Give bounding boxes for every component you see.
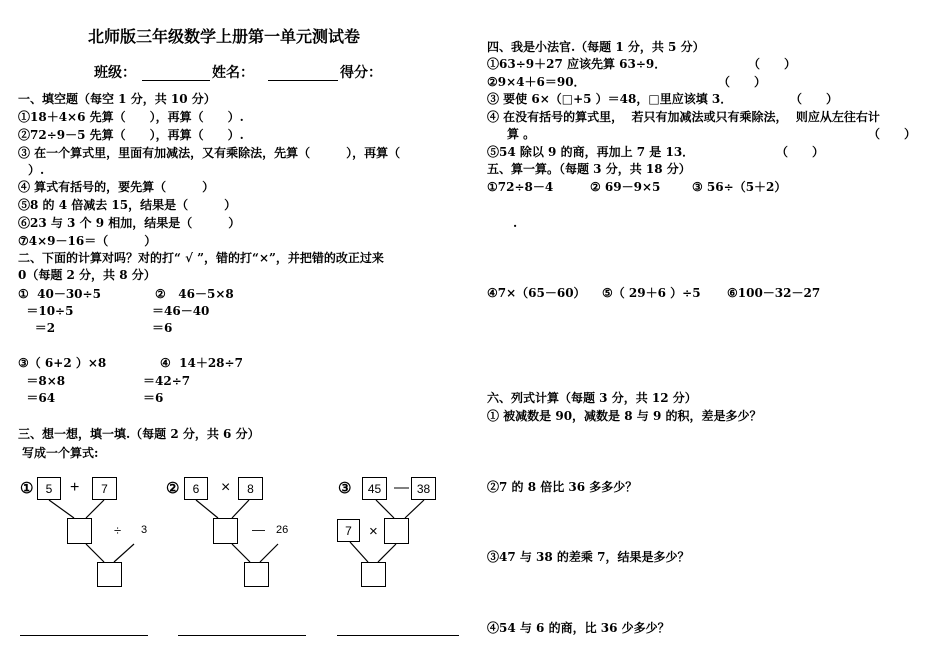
s2-p2-line1: ② 46－5×8	[155, 287, 234, 301]
s1-item-5: ⑤8 的 4 倍减去 15，结果是（ ）	[18, 198, 237, 212]
diagram2-op2: —	[252, 522, 265, 537]
diagram1-c: 3	[141, 524, 148, 536]
score-label: 得分：	[340, 65, 382, 81]
s5-problem-2: ② 69－9×5	[590, 180, 661, 194]
s2-p3-line2: ＝8×8	[18, 374, 66, 388]
section6-heading: 六、列式计算（每题 3 分，共 12 分）	[487, 391, 697, 405]
s4-item-5-paren[interactable]: （ ）	[776, 145, 825, 159]
answer-line-1[interactable]	[20, 635, 148, 636]
s2-p4-line3: ＝6	[143, 391, 164, 405]
section2-heading-cont: 0（每题 2 分，共 8 分）	[18, 268, 156, 282]
diagram2-box-b: 8	[238, 477, 263, 500]
page-title: 北师版三年级数学上册第一单元测试卷	[88, 27, 361, 46]
s6-item-4: ④54 与 6 的商，比 36 少多少？	[487, 621, 670, 635]
s1-item-7: ⑦4×9－16＝（ ）	[18, 234, 157, 248]
answer-line-3[interactable]	[337, 635, 459, 636]
diagram3-box-a: 45	[362, 477, 387, 500]
s5-problem-4: ④7×（65－60）	[487, 286, 586, 300]
s2-p1-line3: ＝2	[18, 321, 56, 335]
answer-line-2[interactable]	[178, 635, 306, 636]
s4-item-1: ①63÷9＋27 应该先算 63÷9．	[487, 57, 667, 71]
diagram3-box-c: 7	[337, 519, 360, 542]
class-label: 班级：	[94, 65, 136, 81]
section4-heading: 四、我是小法官.（每题 1 分，共 5 分）	[487, 40, 705, 54]
diagram2-number: ②	[166, 480, 180, 497]
diagram3-op1: —	[394, 479, 409, 496]
name-label: 姓名：	[212, 65, 254, 81]
s6-item-2: ②7 的 8 倍比 36 多多少？	[487, 480, 638, 494]
s2-p2-line3: ＝6	[152, 321, 173, 335]
section1-heading: 一、填空题（每空 1 分，共 10 分）	[18, 92, 216, 106]
diagram1-number: ①	[20, 480, 34, 497]
diagram1-answer-box-1[interactable]	[67, 518, 92, 544]
s5-problem-3: ③ 56÷（5＋2）	[692, 180, 787, 194]
diagram2-box-a: 6	[184, 477, 208, 500]
section3-sub: 写成一个算式:	[22, 446, 99, 460]
s4-item-4: ④ 在没有括号的算式里， 若只有加减法或只有乘除法， 则应从左往右计	[487, 110, 880, 124]
diagram3-answer-box-1[interactable]	[384, 518, 409, 544]
s1-item-2: ②72÷9－5 先算（ ），再算（ ）.	[18, 128, 244, 142]
s1-item-3: ③ 在一个算式里，里面有加减法，又有乘除法，先算（ ），再算（	[18, 146, 401, 160]
s6-item-3: ③47 与 38 的差乘 7，结果是多少？	[487, 550, 690, 564]
s2-p3-line1: ③（ 6+2 ）×8	[18, 356, 107, 370]
s1-item-4: ④ 算式有括号的，要先算（ ）	[18, 180, 215, 194]
s4-item-2-paren[interactable]: （ ）	[718, 75, 767, 89]
s4-item-1-paren[interactable]: （ ）	[748, 57, 797, 71]
diagram1-box-b: 7	[92, 477, 117, 500]
s4-item-4-paren[interactable]: （ ）	[868, 127, 917, 141]
s2-p3-line3: ＝64	[18, 391, 56, 405]
section2-heading: 二、下面的计算对吗？对的打“ √ ”，错的打“×”，并把错的改正过来	[18, 251, 384, 265]
section3-heading: 三、想一想，填一填.（每题 2 分，共 6 分）	[18, 427, 260, 441]
s2-p4-line1: ④ 14＋28÷7	[160, 356, 243, 370]
diagram3-box-b: 38	[411, 477, 436, 500]
diagram3-number: ③	[338, 480, 352, 497]
s1-item-1: ①18＋4×6 先算（ ），再算（ ）.	[18, 110, 244, 124]
diagram1-op2: ÷	[114, 523, 122, 538]
s5-dot: .	[513, 216, 518, 230]
s4-item-5: ⑤54 除以 9 的商，再加上 7 是 13．	[487, 145, 695, 159]
s4-item-2: ②9×4＋6＝90．	[487, 75, 586, 89]
s4-item-4-cont: 算 。	[507, 127, 536, 141]
diagram1-answer-box-2[interactable]	[97, 562, 122, 587]
diagram3-answer-box-2[interactable]	[361, 562, 386, 587]
s4-item-3-paren[interactable]: （ ）	[790, 92, 839, 106]
s5-problem-6: ⑥100－32－27	[727, 286, 821, 300]
s5-problem-1: ①72÷8－4	[487, 180, 554, 194]
s2-p2-line2: ＝46－40	[152, 304, 210, 318]
diagram2-op1: ×	[221, 479, 231, 496]
s4-item-3: ③ 要使 6×（□+5 ）＝48，□里应该填 3．	[487, 92, 733, 106]
diagram2-answer-box-1[interactable]	[213, 518, 238, 544]
s5-problem-5: ⑤（ 29＋6 ）÷5	[602, 286, 701, 300]
s2-p1-line2: ＝10÷5	[18, 304, 74, 318]
s1-item-3-cont: ）.	[28, 163, 45, 177]
s2-p1-line1: ① 40－30÷5	[18, 287, 101, 301]
diagram2-answer-box-2[interactable]	[244, 562, 269, 587]
s2-p4-line2: ＝42÷7	[143, 374, 191, 388]
diagram2-c: 26	[276, 524, 289, 536]
s1-item-6: ⑥23 与 3 个 9 相加，结果是（ ）	[18, 216, 241, 230]
s6-item-1: ① 被减数是 90，减数是 8 与 9 的积，差是多少？	[487, 409, 762, 423]
diagram1-op1: +	[70, 479, 80, 496]
diagram3-op2: ×	[369, 523, 378, 540]
section5-heading: 五、算一算。（每题 3 分，共 18 分）	[487, 162, 691, 176]
diagram1-box-a: 5	[37, 477, 61, 500]
